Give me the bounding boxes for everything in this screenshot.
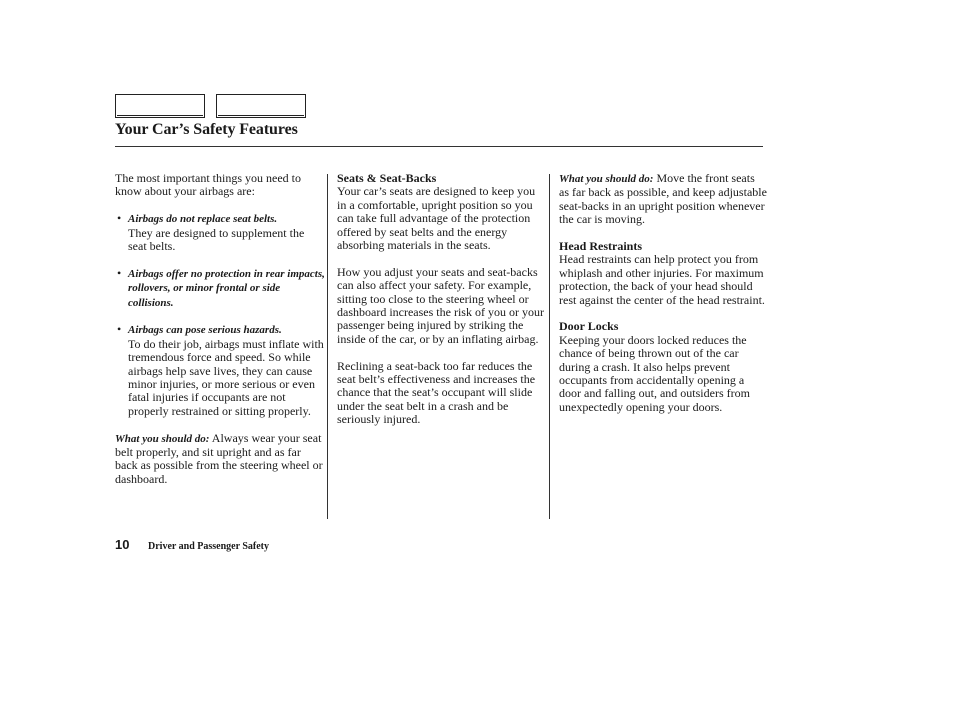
what-text: Move the front seats as far back as possible, and keep adjustable seat-backs in an upright position whenever the car is moving. bbox=[559, 171, 767, 227]
bullet-title: Airbags offer no protection in rear impacts, rollovers, or minor frontal or side collisions. bbox=[128, 267, 325, 309]
nav-tab-box-2[interactable] bbox=[216, 94, 306, 118]
bullet-item-3 bbox=[115, 323, 325, 418]
bullet-icon: • bbox=[117, 211, 122, 226]
bullet-item-2 bbox=[115, 267, 325, 310]
paragraph: Your car’s seats are designed to keep you in a comfortable, upright position so you can take full advantage of the protection offered by seat belts and the energy absorbing materials in the seats. bbox=[337, 184, 536, 253]
section-heading: Seats & Seat-Backs bbox=[337, 171, 437, 185]
bullet-icon: • bbox=[117, 265, 122, 280]
paragraph: Head restraints can help protect you from whiplash and other injuries. For maximum protection, the back of your head should rest against the center of the head restraint. bbox=[559, 252, 765, 307]
paragraph: Reclining a seat-back too far reduces the seat belt’s effectiveness and increases the chance that the seat’s occupant will slide under the seat belt in a crash and be seriously injured. bbox=[337, 358, 536, 427]
page-title: Your Car’s Safety Features bbox=[115, 121, 298, 138]
column-1 bbox=[115, 172, 325, 486]
column-2 bbox=[337, 172, 545, 427]
what-label: What you should do: bbox=[559, 173, 654, 185]
what-you-should-do bbox=[115, 432, 325, 487]
what-text: Always wear your seat belt properly, and sit upright and as far back as possible from the steering wheel or dashboard. bbox=[115, 430, 323, 486]
bullet-text: They are designed to supplement the seat belts. bbox=[128, 225, 305, 254]
bullet-icon: • bbox=[117, 322, 122, 337]
paragraph: How you adjust your seats and seat-backs can also affect your safety. For example, sitting too close to the steering wheel or dashboard increases the risk of you or your passenger being injured by striking the inside of the car, or by an inflating airbag. bbox=[337, 264, 544, 346]
bullet-title: Airbags do not replace seat belts. bbox=[128, 213, 278, 226]
what-label: What you should do: bbox=[115, 432, 210, 445]
column-3 bbox=[559, 172, 767, 414]
nav-tab-box-1[interactable] bbox=[115, 94, 205, 118]
section-heading: Head Restraints bbox=[559, 239, 642, 254]
bullet-title: Airbags can pose serious hazards. bbox=[128, 324, 282, 337]
column-divider-2 bbox=[549, 174, 550, 519]
bullet-item-1 bbox=[115, 212, 325, 253]
column-divider-1 bbox=[327, 174, 328, 519]
paragraph: Keeping your doors locked reduces the chance of being thrown out of the car during a crash. It also helps prevent occupants from accidentally opening a door and falling out, and outsiders from unexpectedly opening your doors. bbox=[559, 332, 750, 414]
section-heading: Door Locks bbox=[559, 319, 619, 334]
bullet-text: To do their job, airbags must inflate with tremendous force and speed. So while airbags help save lives, they can cause minor injuries, or more serious or even fatal injuries if occupants are not properly restrained or sitting properly. bbox=[128, 336, 324, 418]
title-rule bbox=[115, 146, 763, 147]
page-number: 10 bbox=[115, 537, 130, 552]
footer-section-title: Driver and Passenger Safety bbox=[148, 541, 270, 552]
intro-text: The most important things you need to know about your airbags are: bbox=[115, 171, 301, 199]
what-you-should-do bbox=[559, 172, 767, 227]
